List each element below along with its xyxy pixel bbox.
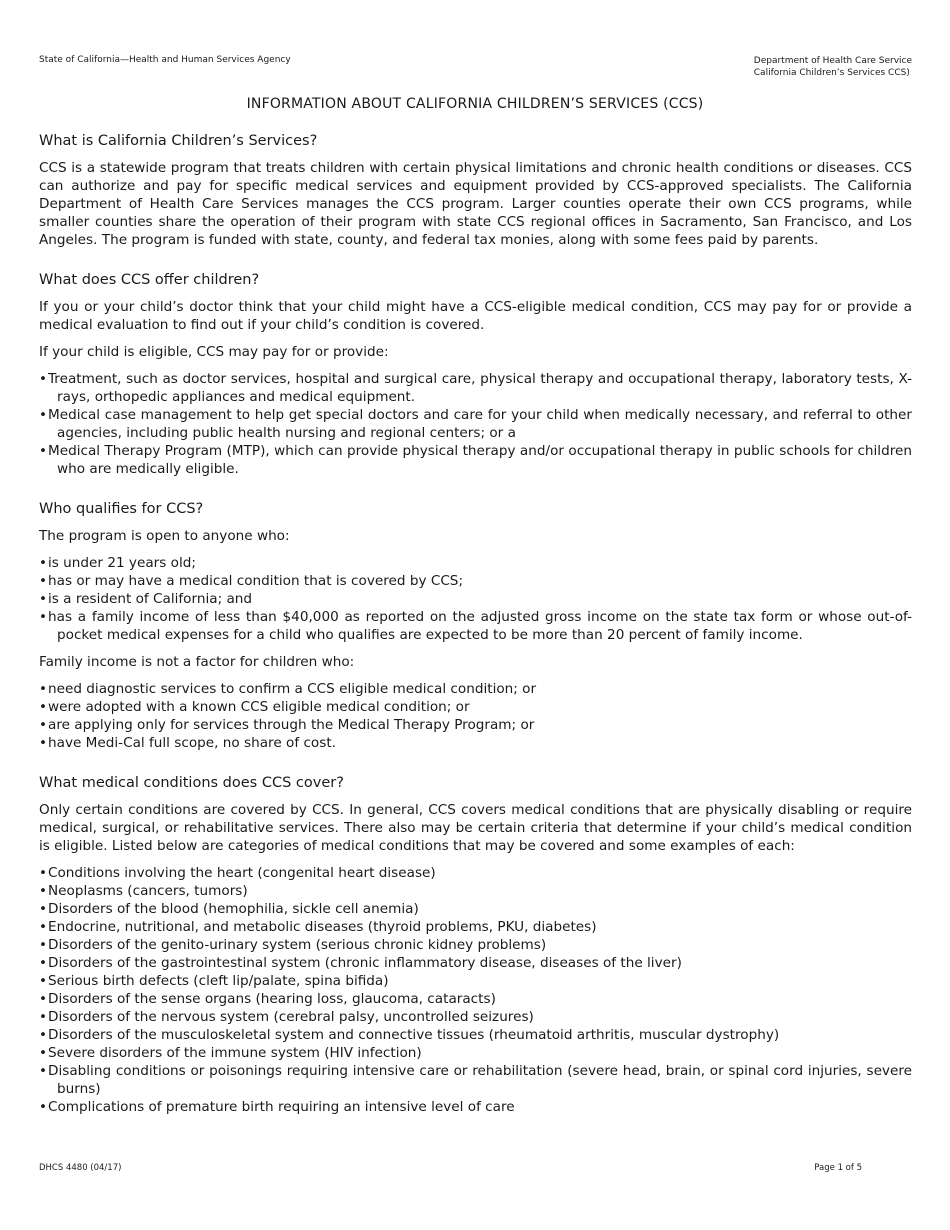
list-item [39,1008,912,1026]
list-item-text: Disorders of the sense organs (hearing loss, glaucoma, cataracts) [48,991,496,1007]
bullet-icon: • [39,407,48,423]
paragraph: If you or your child’s doctor think that your child might have a CCS-eligible medical condition, CCS may pay for or provide a medical evaluation to find out if your child’s condition is covered. [39,299,912,333]
list-item [39,864,912,882]
bullet-icon: • [39,1099,48,1115]
list-item-text: are applying only for services through the Medical Therapy Program; or [48,717,535,733]
list-item [39,900,912,918]
bullet-icon: • [39,681,48,697]
bullet-icon: • [39,1063,48,1079]
list-item [39,918,912,936]
list-item [39,590,912,608]
list-item [39,954,912,972]
bullet-icon: • [39,919,48,935]
list-item [39,936,912,954]
bullet-icon: • [39,371,48,387]
bullet-icon: • [39,735,48,751]
bullet-icon: • [39,865,48,881]
header-department-line2: California Children’s Services CCS) [753,68,910,78]
list-item [39,1044,912,1062]
page-title: INFORMATION ABOUT CALIFORNIA CHILDREN’S SERVICES (CCS) [246,96,704,112]
list-item-text: were adopted with a known CCS eligible medical condition; or [48,699,470,715]
bullet-icon: • [39,901,48,917]
bullet-icon: • [39,717,48,733]
list-item-text: Complications of premature birth requiring an intensive level of care [48,1099,515,1115]
bullet-icon: • [39,883,48,899]
bullet-icon: • [39,609,48,625]
list-item-text: Severe disorders of the immune system (HIV infection) [48,1045,422,1061]
list-item [39,716,912,734]
bullet-icon: • [39,955,48,971]
list-item-text: Conditions involving the heart (congenital heart disease) [48,865,436,881]
list-item-text: Disorders of the gastrointestinal system (chronic inflammatory disease, diseases of the liver) [48,955,682,971]
paragraph: If your child is eligible, CCS may pay for or provide: [39,344,389,360]
bullet-icon: • [39,937,48,953]
list-item-text: Serious birth defects (cleft lip/palate, spina bifida) [48,973,389,989]
section-conditions [39,773,912,1116]
list-item [39,882,912,900]
list-item [39,734,912,752]
list-item-text: Endocrine, nutritional, and metabolic diseases (thyroid problems, PKU, diabetes) [48,919,597,935]
list-item-text: Disorders of the genito-urinary system (serious chronic kidney problems) [48,937,547,953]
list-item [39,972,912,990]
paragraph: The program is open to anyone who: [39,528,290,544]
list-item [39,990,912,1008]
bullet-list [39,554,912,644]
bullet-icon: • [39,555,48,571]
section-heading: What is California Children’s Services? [39,133,318,149]
bullet-icon: • [39,1009,48,1025]
list-item-text: has a family income of less than $40,000 as reported on the adjusted gross income on the state tax form or whose out-of-pocket medical expenses for a child who qualifies are expected to be more than 20 percent of family income. [48,609,912,643]
list-item [39,1026,912,1044]
list-item-text: Neoplasms (cancers, tumors) [48,883,248,899]
list-item [39,572,912,590]
list-item [39,370,912,406]
header-department [754,55,912,79]
list-item-text: Medical Therapy Program (MTP), which can provide physical therapy and/or occupational therapy in public schools for children who are medically eligible. [48,443,912,477]
bullet-icon: • [39,591,48,607]
header-agency: State of California—Health and Human Services Agency [39,55,291,65]
header-department-line1: Department of Health Care Service [753,56,912,66]
paragraph: Family income is not a factor for children who: [39,654,355,670]
bullet-icon: • [39,991,48,1007]
list-item-text: Disorders of the musculoskeletal system and connective tissues (rheumatoid arthritis, muscular dystrophy) [48,1027,780,1043]
section-what-is [39,131,912,249]
list-item [39,442,912,478]
list-item-text: is a resident of California; and [48,591,253,607]
section-heading: Who qualifies for CCS? [39,501,204,517]
bullet-icon: • [39,699,48,715]
paragraph: Only certain conditions are covered by CCS. In general, CCS covers medical conditions that are physically disabling or require medical, surgical, or rehabilitative services. There also may be certain criteria that determine if your child’s medical condition is eligible. Listed below are categories of medical conditions that may be covered and some examples of each: [39,802,912,854]
section-qualifies [39,499,912,752]
bullet-icon: • [39,443,48,459]
list-item-text: Disorders of the blood (hemophilia, sickle cell anemia) [48,901,419,917]
list-item-text: has or may have a medical condition that is covered by CCS; [48,573,464,589]
list-item [39,680,912,698]
bullet-list [39,864,912,1116]
bullet-icon: • [39,973,48,989]
bullet-icon: • [39,1027,48,1043]
list-item [39,698,912,716]
list-item [39,1062,912,1098]
section-heading: What medical conditions does CCS cover? [39,775,344,791]
section-heading: What does CCS offer children? [39,272,260,288]
list-item-text: have Medi-Cal full scope, no share of cost. [48,735,336,751]
footer-form-id: DHCS 4480 (04/17) [39,1163,122,1173]
list-item-text: need diagnostic services to confirm a CCS eligible medical condition; or [48,681,537,697]
list-item [39,406,912,442]
bullet-icon: • [39,573,48,589]
list-item-text: Disorders of the nervous system (cerebral palsy, uncontrolled seizures) [48,1009,534,1025]
paragraph: CCS is a statewide program that treats children with certain physical limitations and chronic health conditions or diseases. CCS can authorize and pay for specific medical services and equipment provided by CCS-approved specialists. The California Department of Health Care Services manages the CCS program. Larger counties operate their own CCS programs, while smaller counties share the operation of their program with state CCS regional offices in Sacramento, San Francisco, and Los Angeles. The program is funded with state, county, and federal tax monies, along with some fees paid by parents. [39,160,912,248]
footer-page-number: Page 1 of 5 [814,1163,862,1173]
list-item [39,1098,912,1116]
bullet-list [39,370,912,478]
document-body [39,131,912,1125]
bullet-icon: • [39,1045,48,1061]
list-item [39,554,912,572]
list-item-text: is under 21 years old; [48,555,196,571]
list-item-text: Medical case management to help get special doctors and care for your child when medically necessary, and referral to other agencies, including public health nursing and regional centers; or a [48,407,912,441]
list-item [39,608,912,644]
section-offer [39,270,912,478]
bullet-list [39,680,912,752]
list-item-text: Treatment, such as doctor services, hospital and surgical care, physical therapy and occupational therapy, laboratory tests, X-rays, orthopedic appliances and medical equipment. [48,371,912,405]
list-item-text: Disabling conditions or poisonings requiring intensive care or rehabilitation (severe head, brain, or spinal cord injuries, severe burns) [48,1063,912,1097]
